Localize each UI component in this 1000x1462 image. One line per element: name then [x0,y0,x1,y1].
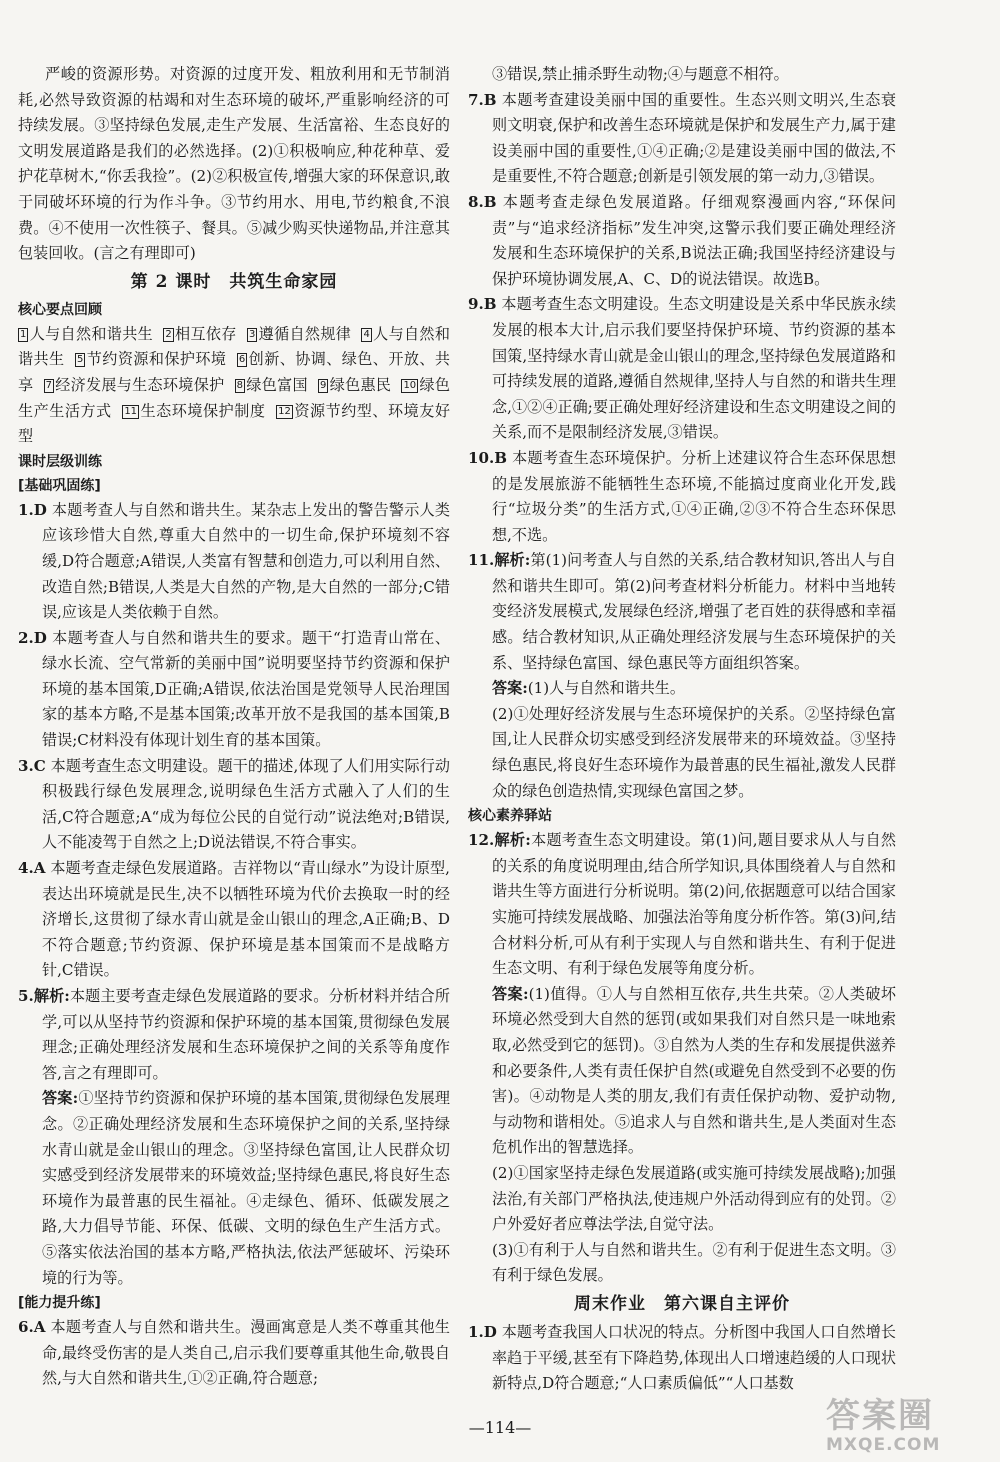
answer-text: (2)①国家坚持走绿色发展道路(或实施可持续发展战略);加强法治,有关部门严格执法,使违规户外活动得到应有的处罚。②户外爱好者应尊法学法,自觉守法。 [492,1163,896,1234]
answer-item: 11.解析:第(1)问考查人与自然的关系,结合教材知识,答出人与自然和谐共生即可。第(2)问考查材料分析能力。材料中当地转变经济发展模式,发展绿色经济,增强了老百姓的获得感和幸福感。结合教材知识,从正确处理经济发展与生态环境保护的关系、坚持绿色富国、绿色惠民等方面组织答案。 [468,551,896,672]
answer-item: 5.解析:本题主要考查走绿色发展道路的要求。分析材料并结合所学,可以从坚持节约资源和保护环境的基本国策,贯彻绿色发展理念;正确处理经济发展和生态环境保护之间的关系等角度作答,言之有理即可。 [18,987,450,1082]
answer-item: 3.C 本题考查生态文明建设。题干的描述,体现了人们用实际行动积极践行绿色发展理念,说明绿色生活方式融入了人们的生活,C符合题意;A“成为每位公民的自觉行动”说法绝对;B错误,人不能凌驾于自然之上;D说法错误,不符合事实。 [18,756,450,852]
core-point: 1 人与自然和谐共生 [20,324,154,343]
answer-item: 1.D 本题考查我国人口状况的特点。分析图中我国人口自然增长率趋于平缓,甚至有下降趋势,体现出人口增速趋缓的人口现状新特点,D符合题意;“人口素质偏低”“人口基数 [468,1322,896,1393]
core-point: 10 绿色生产生活方式 [18,375,450,420]
intro-paragraph: 严峻的资源形势。对资源的过度开发、粗放利用和无节制消耗,必然导致资源的枯竭和对生态环境的破坏,严重影响经济的可持续发展。③坚持绿色发展,走生产发展、生活富裕、生态良好的文明发展道路是我们的必然选择。(2)①积极响应,种花种草、爱护花草树木,“你丢我捡”。(2)②积极宣传,增强大家的环保意识,敢于同破坏环境的行为作斗争。③节约用水、用电,节约粮食,不浪费。④不使用一次性筷子、餐具。⑤减少购买快递物品,并注意其包装回收。(言之有理即可) [18,65,450,263]
answer-text: (3)①有利于人与自然和谐共生。②有利于促进生态文明。③有利于绿色发展。 [492,1240,896,1285]
answer-item: 6.A 本题考查人与自然和谐共生。漫画寓意是人类不尊重其他生命,最终受伤害的是人类自己,启示我们要尊重其他生命,敬畏自然,与大自然和谐共生,①②正确,符合题意; [18,1318,450,1388]
answer-text: 答案:①坚持节约资源和保护环境的基本国策,贯彻绿色发展理念。②正确处理经济发展和生态环境保护之间的关系,坚持绿水青山就是金山银山的理念。③坚持绿色富国,让人民群众切实感受到经济发展带来的环境效益;坚持绿色惠民,将良好生态环境作为最普惠的民生福祉。④走绿色、循环、低碳发展之路,大力倡导节能、环保、低碳、文明的绿色生产生活方式。⑤落实依法治国的基本方略,严格执法,依法严惩破坏、污染环境的行为等。 [42,1089,450,1287]
page-number: —114— [468,1418,532,1437]
answer-item: 9.B 本题考查生态文明建设。生态文明建设是关系中华民族永续发展的根本大计,启示我们要坚持保护环境、节约资源的基本国策,坚持绿水青山就是金山银山的理念,坚持绿色发展道路和可持续发展的道路,遵循自然规律,坚持人与自然的和谐共生理念,①②④正确;要正确处理好经济建设和生态文明建设之间的关系,而不是限制经济发展,③错误。 [468,295,896,442]
basic-practice-label: [基础巩固练] [18,477,101,494]
core-literacy-label: 核心素养驿站 [468,808,552,825]
training-label: 课时层级训练 [18,453,102,470]
answer-item: 8.B 本题考查走绿色发展道路。仔细观察漫画内容,“环保问责”与“追求经济指标”发生冲突,这警示我们要正确处理经济发展和生态环境保护的关系,B说法正确;我国坚持经济建设与保护环境协调发展,A、C、D的说法错误。故选B。 [468,192,896,288]
core-point: 3 遵循自然规律 [248,324,352,343]
core-points-list [18,322,450,450]
answer-continuation: ③错误,禁止捕杀野生动物;④与题意不相符。 [492,65,789,83]
core-point: 2 相互依存 [165,324,237,343]
left-column [18,62,450,1392]
core-point: 8 绿色富国 [236,375,308,394]
answer-text: (2)①处理好经济发展与生态环境保护的关系。②坚持绿色富国,让人民群众切实感受到经济发展带来的环境效益。③坚持绿色惠民,将良好生态环境作为最普惠的民生福祉,激发人民群众的绿色创造热情,实现绿色富国之梦。 [492,704,896,800]
answer-item: 2.D 本题考查人与自然和谐共生的要求。题干“打造青山常在、绿水长流、空气常新的美丽中国”说明要坚持节约资源和保护环境的基本国策,D正确;A错误,依法治国是党领导人民治理国家的基本方略,不是基本国策;改革开放不是我国的基本国策,B错误;C材料没有体现计划生育的基本国策。 [18,628,450,750]
answer-text: 答案:(1)人与自然和谐共生。 [492,679,685,698]
right-column [468,62,896,1397]
answer-item: 4.A 本题考查走绿色发展道路。吉祥物以“青山绿水”为设计原型,表达出环境就是民生,决不以牺牲环境为代价去换取一时的经济增长,这贯彻了绿水青山就是金山银山的理念,A正确;B、D不符合题意;节约资源、保护环境是基本国策而不是战略方针,C错误。 [18,859,450,980]
core-point: 7 经济发展与生态环境保护 [45,375,225,394]
core-point: 4 人与自然和谐共生 [18,324,450,369]
watermark-logo: 答案圈 MXQE.COM [826,1396,941,1455]
answer-text: 答案:(1)值得。①人与自然相互依存,共生共荣。②人类破坏环境必然受到大自然的惩罚(或如果我们对自然只是一味地索取,必然受到它的惩罚)。③自然为人类的生存和发展提供滋养和必要条件,人类有责任保护自然(或避免自然受到不必要的伤害)。④动物是人类的朋友,我们有责任保护动物、爱护动物,与动物和谐相处。⑤追求人与自然和谐共生,是人类面对生态危机作出的智慧选择。 [492,984,896,1157]
core-point: 9 绿色惠民 [320,375,392,394]
weekend-title: 周末作业 第六课自主评价 [574,1293,790,1314]
ability-practice-label: [能力提升练] [18,1295,101,1312]
answer-item: 10.B 本题考查生态环境保护。分析上述建议符合生态环保思想的是发展旅游不能牺牲生态环境,不能搞过度商业化开发,践行“垃圾分类”的生活方式,①④正确,②③不符合生态环保思想,不选。 [468,448,896,544]
answer-item: 7.B 本题考查建设美丽中国的重要性。生态兴则文明兴,生态衰则文明衰,保护和改善生态环境就是保护和发展生产力,属于建设美丽中国的重要性,①④正确;②是建设美丽中国的做法,不是重要性,不符合题意;创新是引领发展的第一动力,③错误。 [468,90,896,186]
lesson-title: 第 2 课时 共筑生命家园 [130,271,338,292]
core-point: 6 创新、协调、绿色、开放、共享 [18,350,450,394]
core-point: 5 节约资源和保护环境 [77,350,227,369]
core-point: 12 资源节约型、环境友好型 [18,401,450,446]
answer-item: 1.D 本题考查人与自然和谐共生。某杂志上发出的警告警示人类应该珍惜大自然,尊重大自然中的一切生命,保护环境刻不容缓,D符合题意;A错误,人类富有智慧和创造力,可以利用自然、改造自然;B错误,人类是大自然的产物,是大自然的一部分;C错误,应该是人类依赖于自然。 [18,500,450,622]
core-points-label: 核心要点回顾 [18,301,102,318]
core-point: 11 生态环境保护制度 [124,401,266,420]
answer-item: 12.解析:本题考查生态文明建设。第(1)问,题目要求从人与自然的关系的角度说明理由,结合所学知识,具体围绕着人与自然和谐共生等方面进行分析说明。第(2)问,依据题意可以结合国家实施可持续发展战略、加强法治等角度分析作答。第(3)问,结合材料分析,可从有利于实现人与自然和谐共生、有利于促进生态文明、有利于绿色发展等角度分析。 [468,831,896,978]
